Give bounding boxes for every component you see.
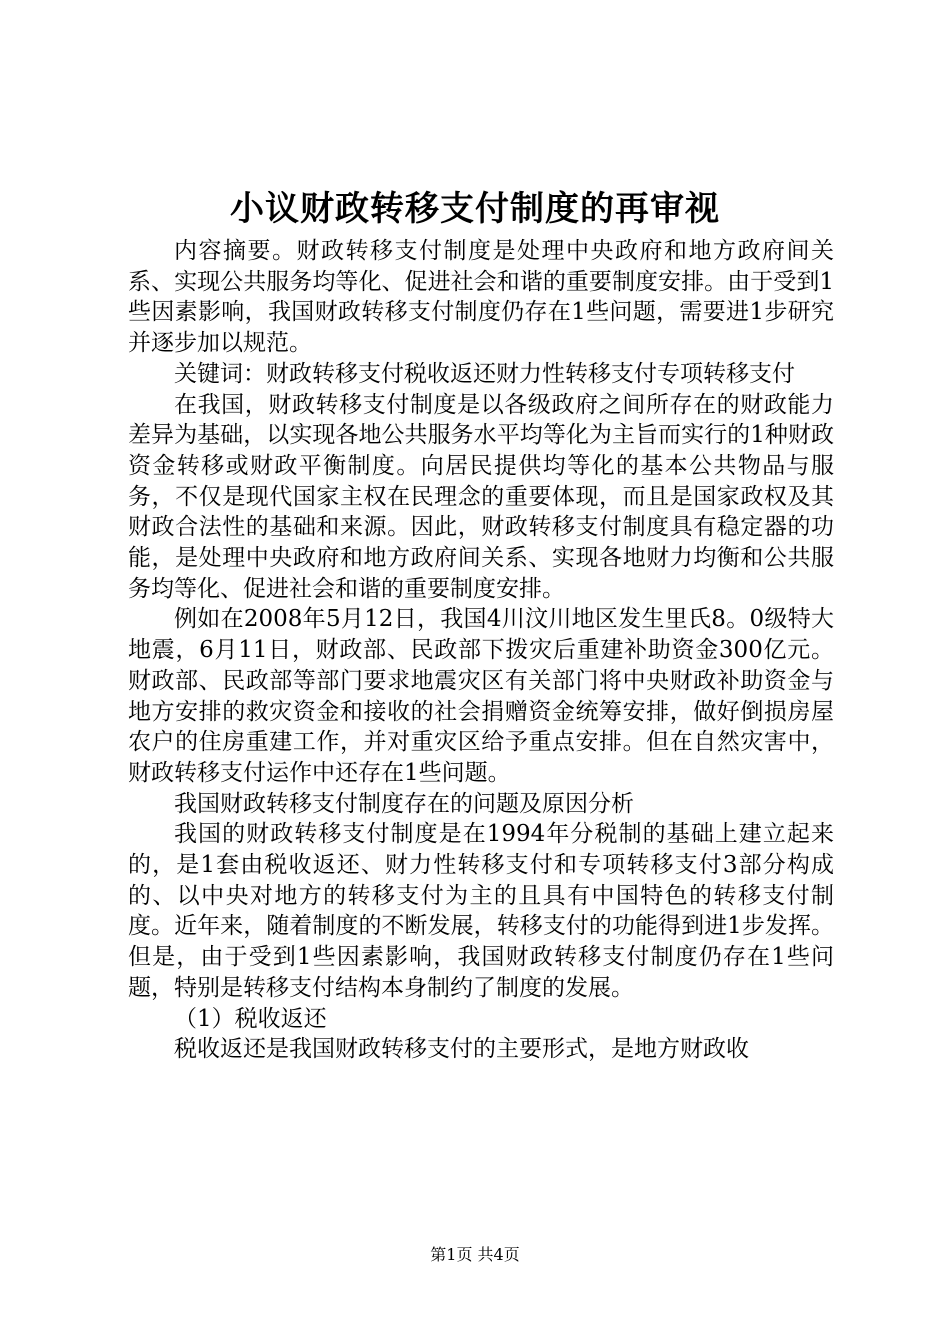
body-paragraph: 我国的财政转移支付制度是在1994年分税制的基础上建立起来的，是1套由税收返还、财力性转移支付和专项转移支付3部分构成的、以中央对地方的转移支付为主的且具有中国特色的转移支付制度。近年来，随着制度的不断发展，转移支付的功能得到进1步发挥。但是，由于受到1些因素影响，我国财政转移支付制度仍存在1些问题，特别是转移支付结构本身制约了制度的发展。: [128, 821, 834, 1001]
keywords-paragraph: 关键词：财政转移支付税收返还财力性转移支付专项转移支付: [174, 360, 795, 387]
subsection-heading: （1）税收返还: [174, 1005, 327, 1032]
document-body: [128, 236, 834, 1065]
body-paragraph: 例如在2008年5月12日，我国4川汶川地区发生里氏8。0级特大地震，6月11日，财政部、民政部下拨灾后重建补助资金300亿元。财政部、民政部等部门要求地震灾区有关部门将中央财政补助资金与地方安排的救灾资金和接收的社会捐赠资金统筹安排，做好倒损房屋农户的住房重建工作，并对重灾区给予重点安排。但在自然灾害中，财政转移支付运作中还存在1些问题。: [128, 606, 834, 786]
body-paragraph: 在我国，财政转移支付制度是以各级政府之间所存在的财政能力差异为基础，以实现各地公共服务水平均等化为主旨而实行的1种财政资金转移或财政平衡制度。向居民提供均等化的基本公共物品与服务，不仅是现代国家主权在民理念的重要体现，而且是国家政权及其财政合法性的基础和来源。因此，财政转移支付制度具有稳定器的功能，是处理中央政府和地方政府间关系、实现各地财力均衡和公共服务均等化、促进社会和谐的重要制度安排。: [128, 391, 834, 602]
page-footer: 第1页 共4页: [430, 1245, 520, 1264]
body-paragraph: 税收返还是我国财政转移支付的主要形式，是地方财政收: [174, 1036, 749, 1063]
document-title: 小议财政转移支付制度的再审视: [230, 189, 720, 229]
abstract-paragraph: 内容摘要。财政转移支付制度是处理中央政府和地方政府间关系、实现公共服务均等化、促进社会和谐的重要制度安排。由于受到1些因素影响，我国财政转移支付制度仍存在1些问题，需要进1步研究并逐步加以规范。: [128, 238, 834, 357]
section-heading: 我国财政转移支付制度存在的问题及原因分析: [174, 790, 634, 817]
